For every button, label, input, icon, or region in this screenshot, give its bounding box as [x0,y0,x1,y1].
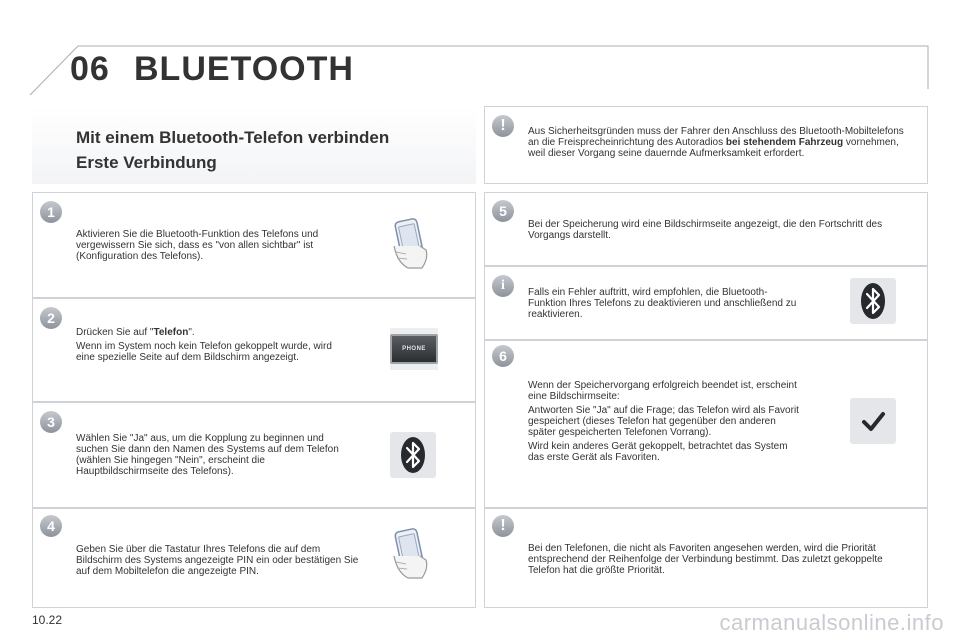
step-1-badge: 1 [40,201,62,223]
warning-top-text [528,126,914,159]
step-5-badge: 5 [492,200,514,222]
warning-top-text-bold: bei stehendem Fahrzeug [725,137,844,148]
checkmark-icon [850,398,896,444]
step-6-text [528,380,804,466]
warning-top-text-part1: Aus Sicherheitsgründen muss der Fahrer den Anschluss des Bluetooth-Mobiltelefons an die Freisprecheinrichtung des Autoradios [528,126,904,148]
info-icon: i [492,275,514,297]
chapter-title: BLUETOOTH [134,50,354,88]
step-3-text: Wählen Sie "Ja" aus, um die Kopplung zu beginnen und suchen Sie dann den Namen des Systems auf dem Telefon (wählen Sie hingegen "Nein", erscheint die Hauptbildschirmseite des Telefons). [76,433,339,477]
watermark: carmanualsonline.info [719,610,944,635]
step-2-text [76,327,340,366]
step-4-text: Geben Sie über die Tastatur Ihres Telefons die auf dem Bildschirm des Systems angezeigte PIN ein oder bestätigen Sie auf dem Mobiltelefon die angezeigte PIN. [76,544,359,577]
section-title [76,126,389,174]
step-6-text3: Wird kein anderes Gerät gekoppelt, betrachtet das System das erste Gerät als Favoriten. [528,441,788,463]
phone-hand-icon [386,216,438,272]
chapter-number: 06 [70,50,110,88]
step-2-text-bold: Telefon [153,327,189,338]
step-2-badge: 2 [40,307,62,329]
phone-button-icon: PHONE [390,334,438,364]
page-number: 10.22 [32,613,63,627]
step-2-text2: Wenn im System noch kein Telefon gekoppelt wurde, wird eine spezielle Seite auf dem Bildschirm angezeigt. [76,341,332,363]
info-text: Falls ein Fehler auftritt, wird empfohlen, die Bluetooth-Funktion Ihres Telefons zu deaktivieren und anschließend zu reaktivieren. [528,287,797,320]
step-4-badge: 4 [40,515,62,537]
step-6-text1: Wenn der Speichervorgang erfolgreich beendet ist, erscheint eine Bildschirmseite: [528,380,797,402]
section-title-line1: Mit einem Bluetooth-Telefon verbinden [76,128,390,147]
step-3-badge: 3 [40,411,62,433]
step-2-text-pre: Drücken Sie auf " [76,327,154,338]
warning-icon: ! [492,515,514,537]
bluetooth-icon [850,278,896,324]
section-title-line2: Erste Verbindung [76,153,217,172]
step-5-text: Bei der Speicherung wird eine Bildschirmseite angezeigt, die den Fortschritt des Vorgangs darstellt. [528,219,883,241]
warning-icon: ! [492,115,514,137]
step-2-text-post: ". [188,327,195,338]
bluetooth-icon [390,432,436,478]
step-6-badge: 6 [492,345,514,367]
warning-bottom-text: Bei den Telefonen, die nicht als Favoriten angesehen werden, wird die Priorität entsprechend der Reihenfolge der Verbindung bestimmt. Das zuletzt gekoppelte Telefon hat die größte Priorität. [528,543,883,576]
warning-top-text-part2: vornehmen, weil dieser Vorgang seine dauernde Aufmerksamkeit erfordert. [528,137,899,159]
step-6-text2: Antworten Sie "Ja" auf die Frage; das Telefon wird als Favorit gespeichert (dieses Telefon hat gegenüber den anderen später gespeicherten Telefonen Vorrang). [528,405,799,438]
step-1-text: Aktivieren Sie die Bluetooth-Funktion des Telefons und vergewissern Sie sich, dass es "von allen sichtbar" ist (Konfiguration des Telefons). [76,229,319,262]
phone-hand-icon [386,526,438,582]
